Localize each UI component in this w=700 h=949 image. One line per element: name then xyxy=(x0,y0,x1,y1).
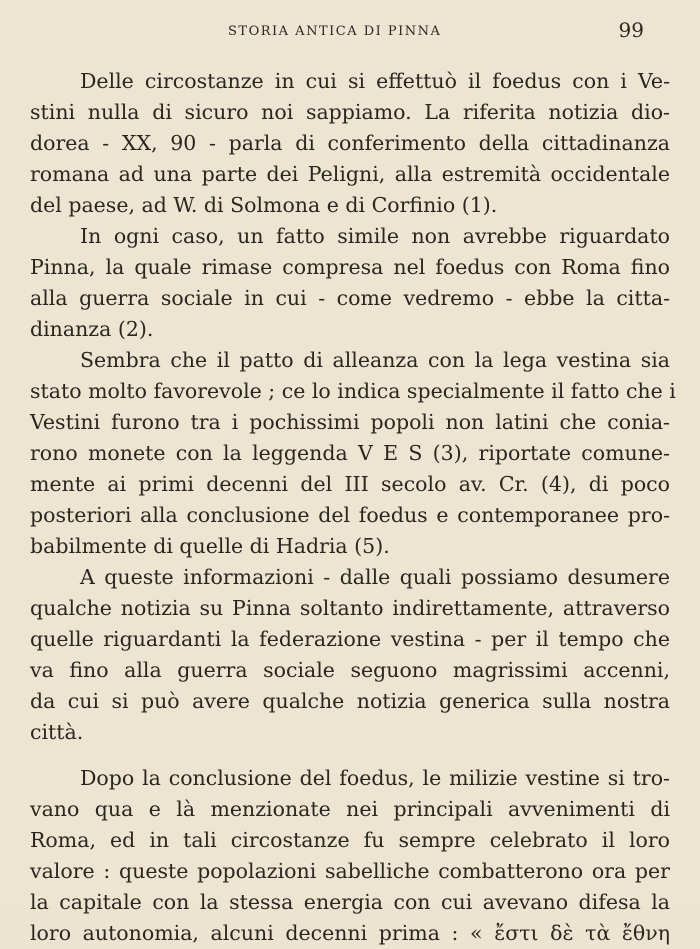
paragraph-gap xyxy=(30,748,670,763)
text-line: Sembra che il patto di alleanza con la lega vestina sia xyxy=(80,348,670,372)
text-line: romana ad una parte dei Peligni, alla estremità occidentale xyxy=(30,162,670,186)
text-line: rono monete con la leggenda V E S (3), riportate comune- xyxy=(30,441,670,465)
text-line: Delle circostanze in cui si effettuò il foedus con i Ve- xyxy=(80,69,670,93)
running-title: STORIA ANTICA DI PINNA xyxy=(228,24,442,39)
text-line: Vestini furono tra i pochissimi popoli non latini che conia- xyxy=(30,410,670,434)
body-text xyxy=(30,66,676,949)
text-line: vano qua e là menzionate nei principali avvenimenti di xyxy=(30,797,670,821)
running-head xyxy=(0,18,700,48)
text-line: dinanza (2). xyxy=(30,317,154,341)
text-line: città. xyxy=(30,720,84,744)
text-line: alla guerra sociale in cui - come vedremo - ebbe la citta- xyxy=(30,286,670,310)
text-line: loro autonomia, alcuni decenni prima : « ἔστι δὲ τὰ ἔθνη xyxy=(30,921,670,945)
text-line: Dopo la conclusione del foedus, le milizie vestine si tro- xyxy=(80,766,670,790)
text-line: mente ai primi decenni del III secolo av. Cr. (4), di poco xyxy=(30,472,670,496)
text-line: qualche notizia su Pinna soltanto indirettamente, attraverso xyxy=(30,596,670,620)
text-line: la capitale con la stessa energia con cui avevano difesa la xyxy=(30,890,670,914)
text-line: da cui si può avere qualche notizia generica sulla nostra xyxy=(30,689,670,713)
text-line: A queste informazioni - dalle quali possiamo desumere xyxy=(80,565,670,589)
text-line: stini nulla di sicuro noi sappiamo. La riferita notizia dio- xyxy=(30,100,670,124)
text-line: babilmente di quelle di Hadria (5). xyxy=(30,534,390,558)
text-line: posteriori alla conclusione del foedus e contemporanee pro- xyxy=(30,503,670,527)
text-line: quelle riguardanti la federazione vestina - per il tempo che xyxy=(30,627,670,651)
page-number: 99 xyxy=(618,18,644,42)
text-line: va fino alla guerra sociale seguono magrissimi accenni, xyxy=(30,658,670,682)
text-line: stato molto favorevole ; ce lo indica specialmente il fatto che i xyxy=(30,379,676,403)
text-line: del paese, ad W. di Solmona e di Corfinio (1). xyxy=(30,193,498,217)
text-line: valore : queste popolazioni sabelliche combatterono ora per xyxy=(30,859,670,883)
text-line: Pinna, la quale rimase compresa nel foedus con Roma fino xyxy=(30,255,670,279)
text-line: Roma, ed in tali circostanze fu sempre celebrato il loro xyxy=(30,828,670,852)
text-line: dorea - XX, 90 - parla di conferimento della cittadinanza xyxy=(30,131,670,155)
text-line: In ogni caso, un fatto simile non avrebbe riguardato xyxy=(80,224,670,248)
